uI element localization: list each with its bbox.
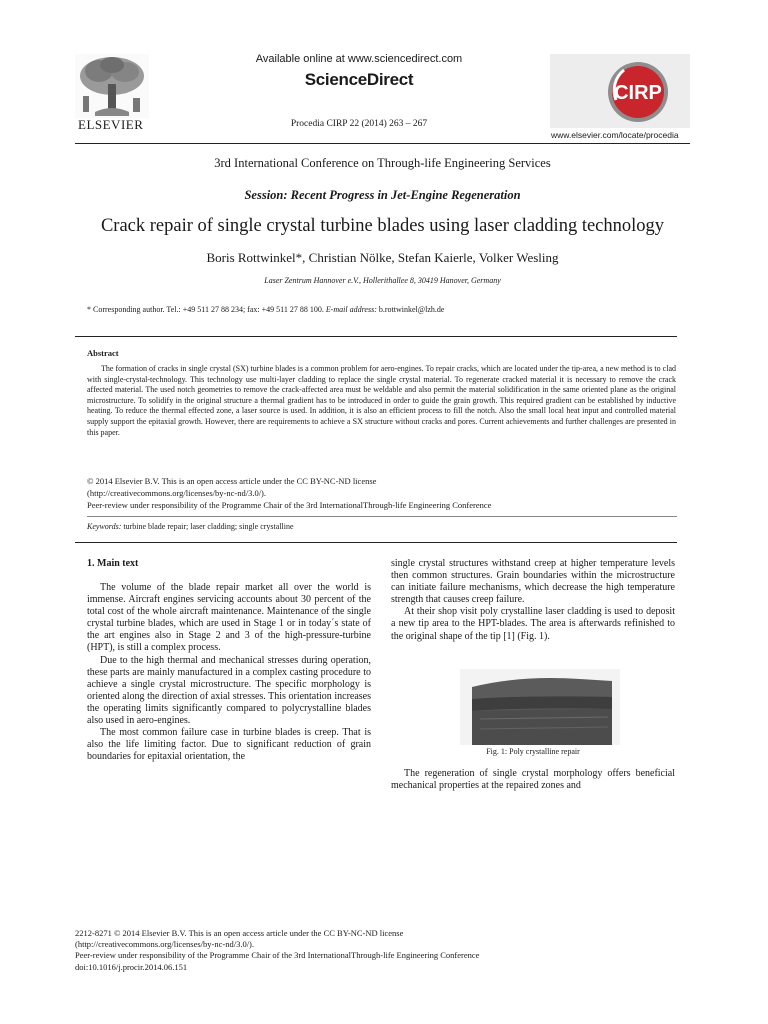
- email-label: E-mail address:: [325, 305, 377, 314]
- paragraph: The volume of the blade repair market all over the world is immense. Aircraft engines servicing accounts about 30 percent of the total cost of the whole aircraft maintenance. Maintenance of the single crystal turbine blades, which are used in Stage 1 or in today´s state of the art engines also in Stage 2 and 3 of the high-pressure-turbine (HPT), is still a complex process.: [87, 582, 371, 654]
- right-column-continued: [391, 768, 675, 792]
- keywords-label: Keywords:: [87, 522, 122, 531]
- footer: [75, 928, 479, 973]
- figure-caption: Fig. 1: Poly crystalline repair: [486, 747, 580, 756]
- abstract-heading: Abstract: [87, 348, 119, 358]
- footer-peer-review: Peer-review under responsibility of the Programme Chair of the 3rd InternationalThrough-life Engineering Conference: [75, 950, 480, 961]
- session-name: Session: Recent Progress in Jet-Engine Regeneration: [244, 188, 521, 202]
- header-divider: [75, 143, 690, 144]
- footer-doi[interactable]: doi:10.1016/j.procir.2014.06.151: [75, 961, 188, 972]
- affiliation: Laser Zentrum Hannover e.V., Hollerithallee 8, 30419 Hanover, Germany: [264, 276, 501, 285]
- paragraph: single crystal structures withstand creep at higher temperature levels then common structures. Grain boundaries within the microstructure can initiate failure mechanisms, which decrease the high temperature strength that causes creep failure.: [391, 558, 675, 606]
- available-online[interactable]: Available online at www.sciencedirect.com: [255, 53, 463, 65]
- keywords: [87, 522, 294, 531]
- abstract-text: The formation of cracks in single crystal (SX) turbine blades is a common problem for aero-engines. To repair cracks, which are located under the tip-area, a new method is to clad with single-crystal-technology. This technology use multi-layer cladding to replace the single crystal material. To regenerate cracked material it is necessary to remove the crack affected material. The used notch geometries to remove the crack-affected area must be weldable and also permit the material solidification in the same oriented plane as the original microstructure. To solidify in the original structure a thermal gradient has to be introduced in order to guide the grain growth. This required gradient can be established by inductive heating. To reduce the thermal effected zone, a laser source is used. In addition, it is also an efficient process to fill the notch. Also the small local heat input and controlled material supply support the epitaxial growth. However, there are requirements to achieve a SX structure without cracks and pores. Current achievements and further challenges are presented in this paper.: [87, 364, 676, 437]
- email-address[interactable]: b.rottwinkel@lzh.de: [376, 305, 445, 314]
- left-column: [87, 582, 371, 763]
- paragraph: Due to the high thermal and mechanical stresses during operation, these parts are mainly manufactured in a complex casting procedure to achieve a single crystal microstructure. The specific morphology is oriented along the direction of axial stresses. This orientation increases the operating limits significantly compared to polycrystalline blades also used in aero-engines.: [87, 654, 371, 727]
- keywords-divider: [87, 516, 677, 517]
- license-url[interactable]: (http://creativecommons.org/licenses/by-nc-nd/3.0/).: [87, 488, 267, 498]
- cirp-logo: [550, 54, 690, 128]
- journal-url[interactable]: www.elsevier.com/locate/procedia: [551, 130, 679, 140]
- cirp-logo-text: CIRP: [614, 82, 662, 104]
- author-list: Boris Rottwinkel*, Christian Nölke, Stefan Kaierle, Volker Wesling: [206, 250, 559, 265]
- sciencedirect-brand[interactable]: ScienceDirect: [304, 70, 414, 89]
- right-column: [391, 558, 675, 643]
- corresponding-author: [87, 305, 444, 314]
- figure-image: [460, 669, 620, 745]
- abstract-top-divider: [75, 336, 677, 337]
- paper-title: Crack repair of single crystal turbine blades using laser cladding technology: [100, 216, 665, 236]
- footer-license-url[interactable]: (http://creativecommons.org/licenses/by-nc-nd/3.0/).: [75, 939, 255, 950]
- keywords-text: turbine blade repair; laser cladding; single crystalline: [121, 522, 294, 531]
- footer-license: 2212-8271 © 2014 Elsevier B.V. This is an open access article under the CC BY-NC-ND license: [75, 928, 404, 938]
- journal-reference: Procedia CIRP 22 (2014) 263 – 267: [290, 119, 428, 129]
- license-line: © 2014 Elsevier B.V. This is an open access article under the CC BY-NC-ND license: [87, 476, 377, 486]
- corresponding-text: * Corresponding author. Tel.: +49 511 27 88 234; fax: +49 511 27 88 100.: [87, 305, 326, 314]
- conference-name: 3rd International Conference on Through-life Engineering Services: [214, 156, 551, 170]
- body-top-divider: [75, 542, 677, 543]
- cirp-logo-panel: [550, 54, 690, 128]
- publisher-wordmark: ELSEVIER: [78, 117, 144, 132]
- section-heading: 1. Main text: [87, 558, 139, 569]
- paragraph: At their shop visit poly crystalline laser cladding is used to deposit a new tip area to the HPT-blades. The area is afterwards refinished to the original shape of the tip [1] (Fig. 1).: [391, 606, 675, 642]
- paragraph: The regeneration of single crystal morphology offers beneficial mechanical properties at the repaired zones and: [391, 768, 675, 792]
- peer-review-note: Peer-review under responsibility of the Programme Chair of the 3rd InternationalThrough-life Engineering Conference: [87, 500, 492, 510]
- paragraph: The most common failure case in turbine blades is creep. That is also the life limiting factor. Due to significant reduction of grain boundaries for epitaxial orientation, the: [87, 727, 371, 763]
